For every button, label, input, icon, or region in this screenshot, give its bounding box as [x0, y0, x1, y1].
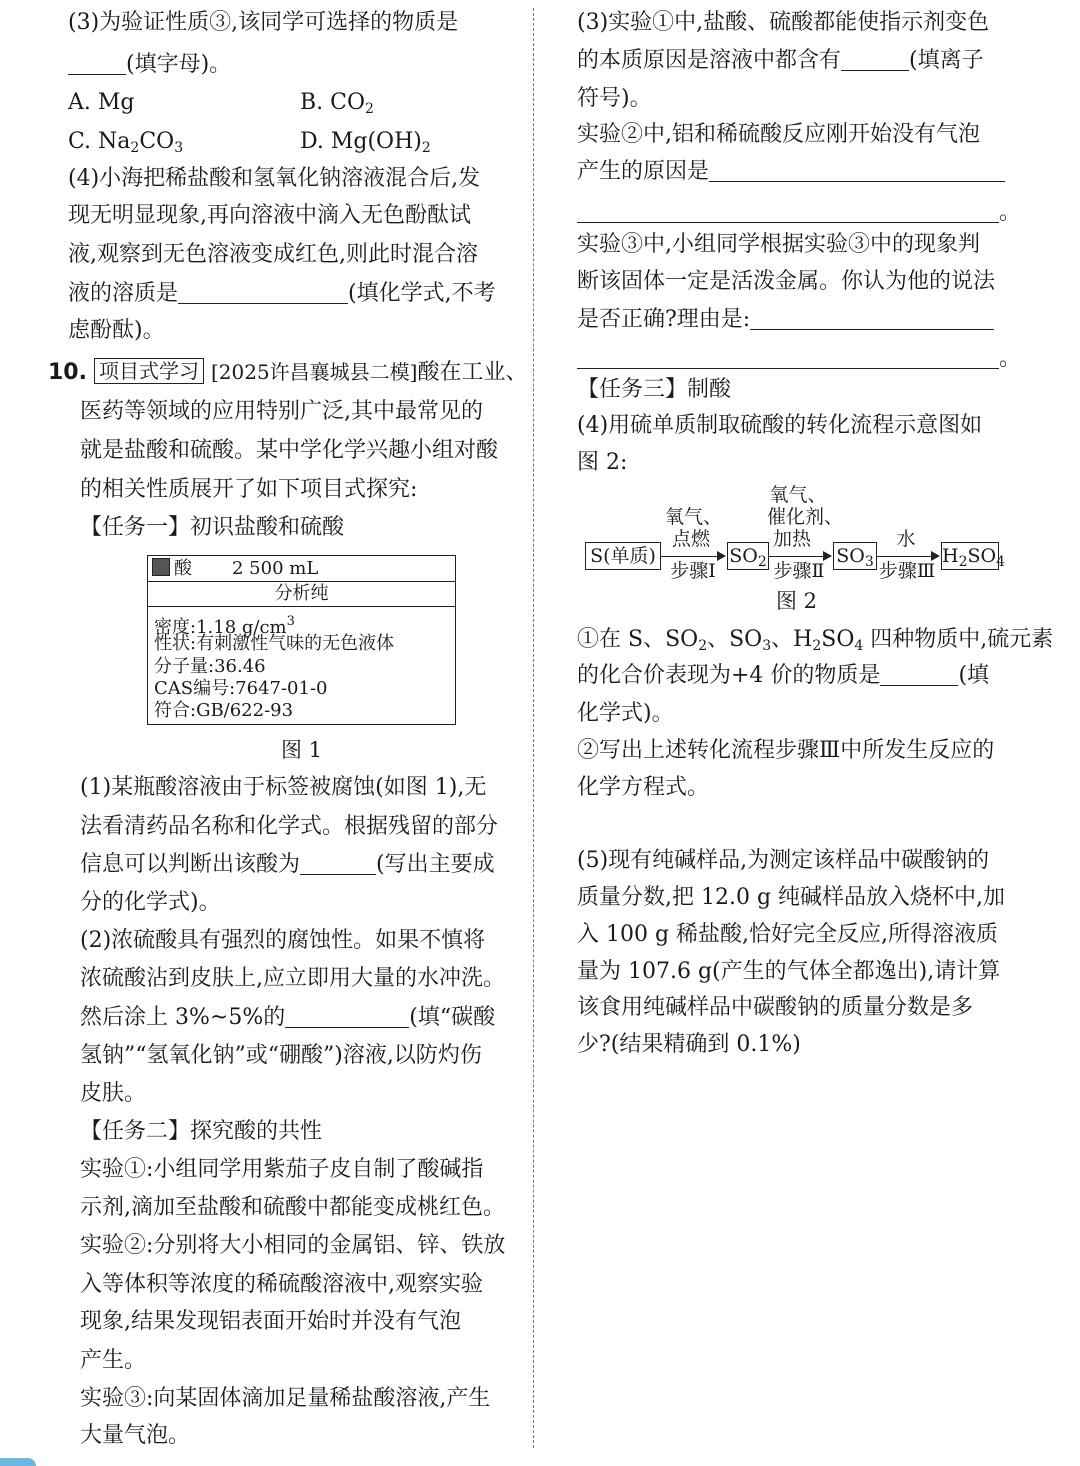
q4-line5: 虑酚酞)。 [68, 318, 165, 343]
r-q4-line2: 图 2: [577, 450, 628, 475]
p2-line3: 然后涂上 3%~5%的 (填“碳酸 [80, 1005, 496, 1030]
exp-line5: 现象,结果发现铝表面开始时并没有气泡 [80, 1309, 461, 1334]
answer-blank[interactable] [577, 200, 999, 223]
q4-line3: 液,观察到无色溶液变成红色,则此时混合溶 [68, 242, 478, 267]
flow-node-so2: $SO_2$ [727, 542, 769, 570]
option-a: A. Mg [68, 90, 135, 115]
step2-condition3: 加热 [772, 528, 811, 550]
r-q3-line6: 。 [577, 198, 1021, 228]
q5-line4: 量为 107.6 g(产生的气体全都逸出),请计算 [577, 959, 1001, 984]
exp-line4: 入等体积等浓度的稀硫酸溶液中,观察实验 [80, 1272, 483, 1297]
q10-line3: 就是盐酸和硫酸。某中学化学兴趣小组对酸 [80, 438, 499, 463]
step2-label: 步骤Ⅱ [773, 560, 825, 582]
q5-line6: 少?(结果精确到 0.1%) [577, 1032, 801, 1057]
flow-node-s: S(单质) [585, 542, 661, 570]
sub1-line1: ①在 S、$SO_2$、$SO_3$、$H_2SO_4$ 四种物质中,硫元素 [577, 627, 1054, 654]
answer-blank[interactable] [709, 159, 1005, 182]
exp-line1: 实验①:小组同学用紫茄子皮自制了酸碱指 [80, 1157, 484, 1182]
p1-line4: 分的化学式)。 [80, 890, 221, 915]
p2-line1: (2)浓硫酸具有强烈的腐蚀性。如果不慎将 [80, 928, 486, 953]
step1-condition2: 点燃 [671, 528, 710, 550]
answer-blank[interactable] [68, 52, 126, 75]
r-q3-line8: 断该固体一定是活泼金属。你认为他的说法 [577, 269, 996, 294]
p1-line2: 法看清药品名称和化学式。根据残留的部分 [80, 814, 499, 839]
answer-blank[interactable] [750, 307, 994, 330]
task1-heading: 【任务一】初识盐酸和硫酸 [80, 515, 345, 540]
q10-line4: 的相关性质展开了如下项目式探究: [80, 477, 418, 502]
q5-line2: 质量分数,把 12.0 g 纯碱样品放入烧杯中,加 [577, 885, 1006, 910]
option-c: C. $Na_2CO_3$ [68, 129, 184, 156]
answer-blank[interactable] [300, 852, 376, 875]
p2-line2: 浓硫酸沾到皮肤上,应立即用大量的水冲洗。 [80, 966, 505, 991]
figure2-caption: 图 2 [776, 589, 818, 613]
p2-line4: 氢钠”“氢氧化钠”或“硼酸”)溶液,以防灼伤 [80, 1043, 482, 1068]
answer-blank[interactable] [285, 1005, 409, 1028]
r-q3-line10: 。 [577, 344, 1021, 374]
r-q3-line9: 是否正确?理由是: [577, 305, 994, 335]
r-q3-line7: 实验③中,小组同学根据实验③中的现象判 [577, 232, 980, 257]
question-tag: 项目式学习 [94, 358, 204, 384]
column-divider [533, 8, 534, 1448]
r-q4-line1: (4)用硫单质制取硫酸的转化流程示意图如 [577, 413, 983, 438]
step2-condition1: 氧气、 [769, 484, 827, 506]
corroded-mark-icon [152, 558, 170, 576]
q4-line1: (4)小海把稀盐酸和氢氧化钠溶液混合后,发 [68, 166, 481, 191]
sulfuric-acid-flow-diagram [585, 480, 1005, 580]
q4-line4: 液的溶质是 (填化学式,不考 [68, 281, 496, 306]
step3-label: 步骤Ⅲ [878, 560, 936, 582]
r-q3-line5: 产生的原因是 [577, 157, 1005, 187]
p2-line5: 皮肤。 [80, 1081, 147, 1106]
option-b: B. $CO_2$ [300, 90, 374, 117]
r-q3-line1: (3)实验①中,盐酸、硫酸都能使指示剂变色 [577, 10, 990, 35]
corner-decoration [0, 1458, 36, 1466]
task2-heading: 【任务二】探究酸的共性 [80, 1119, 323, 1144]
arrow-step2 [769, 556, 823, 557]
r-q3-line2: 的本质原因是溶液中都含有 (填离子 [577, 48, 984, 73]
task3-heading: 【任务三】制酸 [577, 377, 732, 402]
exp-line8: 大量气泡。 [80, 1423, 191, 1448]
p1-line1: (1)某瓶酸溶液由于标签被腐蚀(如图 1),无 [80, 775, 487, 800]
exp-line6: 产生。 [80, 1348, 147, 1373]
answer-blank[interactable] [178, 281, 348, 304]
q4-line2: 现无明显现象,再向溶液中滴入无色酚酞试 [68, 203, 471, 228]
exp-line7: 实验③:向某固体滴加足量稀盐酸溶液,产生 [80, 1386, 491, 1411]
arrow-step1 [661, 556, 717, 557]
q5-line3: 入 100 g 稀盐酸,恰好完全反应,所得溶液质 [577, 922, 999, 947]
r-q3-line4: 实验②中,铝和稀硫酸反应刚开始没有气泡 [577, 122, 980, 147]
p1-line3: 信息可以判断出该酸为 (写出主要成 [80, 852, 495, 877]
figure1-caption: 图 1 [281, 738, 323, 762]
answer-blank[interactable] [841, 48, 909, 71]
q10-header: 10. 项目式学习 [2025许昌襄城县二模]酸在工业、 [48, 359, 528, 385]
q3-line1: (3)为验证性质③,该同学可选择的物质是 [68, 10, 459, 35]
q5-line1: (5)现有纯碱样品,为测定该样品中碳酸钠的 [577, 848, 990, 873]
q3-line2: (填字母)。 [68, 50, 231, 80]
q10-line2: 医药等领域的应用特别广泛,其中最常见的 [80, 399, 483, 424]
sub1-line3: 化学式)。 [577, 701, 674, 726]
q5-line5: 该食用纯碱样品中碳酸钠的质量分数是多 [577, 995, 974, 1020]
option-d: D. $Mg(OH)_2$ [300, 129, 431, 156]
arrow-step3 [877, 556, 931, 557]
sub1-line2: 的化合价表现为+4 价的物质是 (填 [577, 663, 990, 688]
answer-blank[interactable] [577, 346, 999, 369]
flow-node-h2so4: $H_2SO_4$ [941, 542, 999, 570]
sub2-line2: 化学方程式。 [577, 775, 710, 800]
reagent-label-figure: 酸 2 500 mL 分析纯 密度:1.18 $g/cm^3$ 性状:有刺激性气味的无色液体 分子量:36.46 CAS编号:7647-01-0 符合:GB/622-93 [147, 555, 456, 725]
step2-condition2: 催化剂、 [767, 506, 844, 528]
step1-condition1: 氧气、 [665, 506, 723, 528]
r-q3-line3: 符号)。 [577, 86, 652, 111]
step3-condition: 水 [896, 528, 916, 550]
flow-node-so3: $SO_3$ [833, 542, 877, 570]
step1-label: 步骤Ⅰ [670, 560, 716, 582]
exp-line2: 示剂,滴加至盐酸和硫酸中都能变成桃红色。 [80, 1195, 505, 1220]
answer-blank[interactable] [880, 663, 958, 686]
exp-line3: 实验②:分别将大小相同的金属铝、锌、铁放 [80, 1233, 506, 1258]
sub2-line1: ②写出上述转化流程步骤Ⅲ中所发生反应的 [577, 738, 995, 763]
